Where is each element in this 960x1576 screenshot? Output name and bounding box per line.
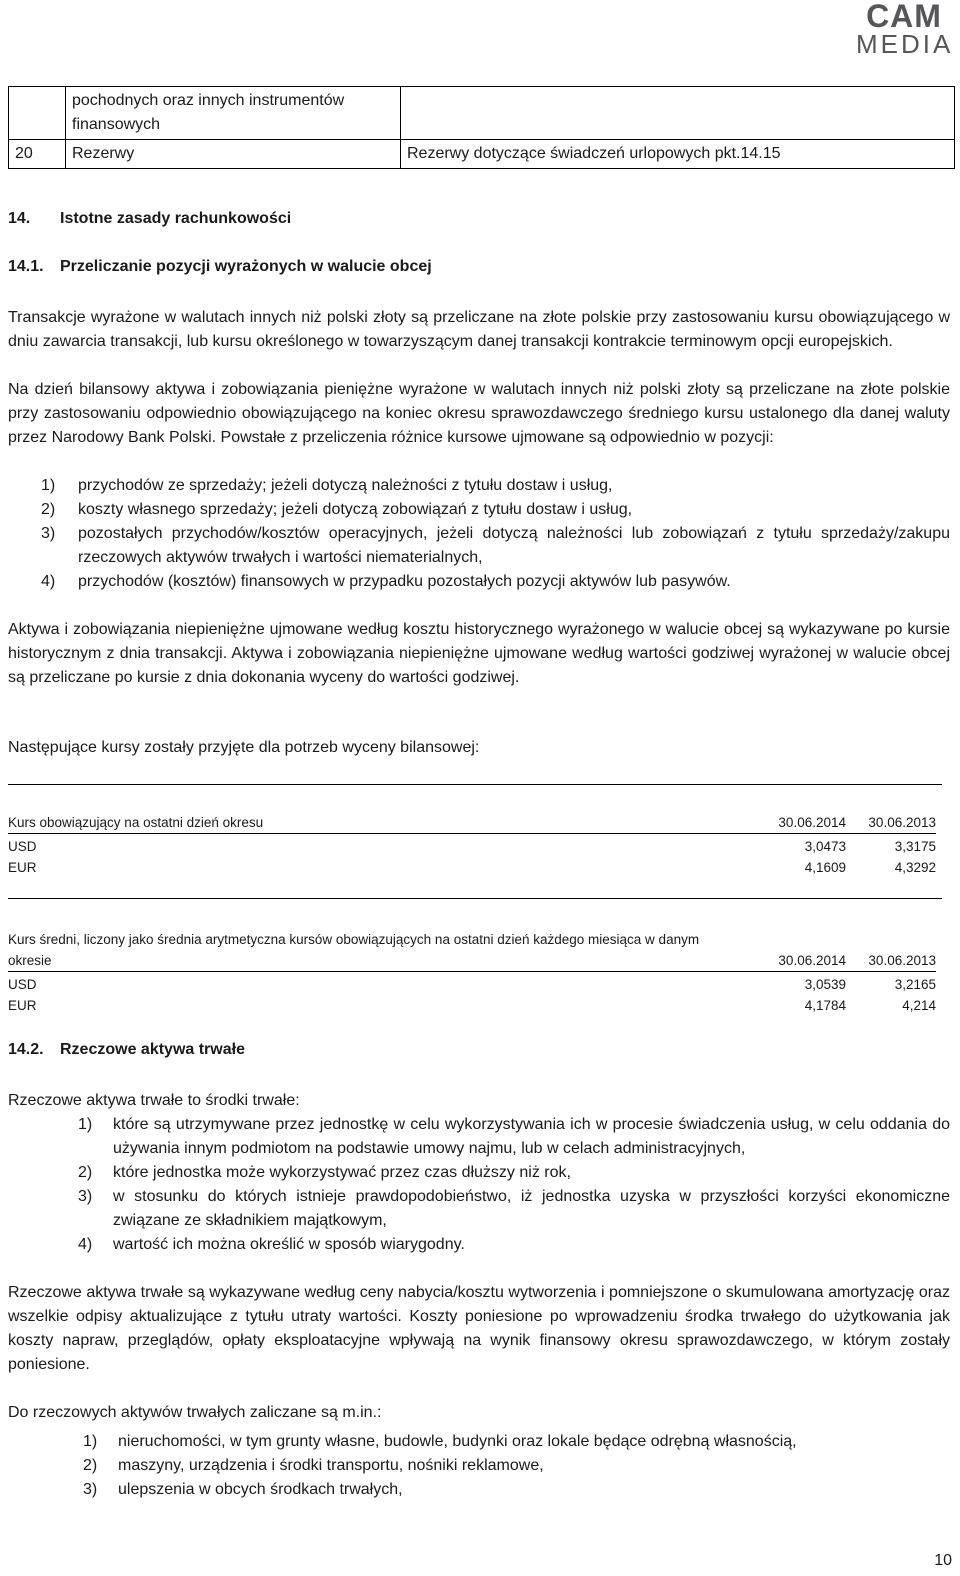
section-14-1-heading [8,258,432,276]
list-text: koszty własnego sprzedaży; jeżeli dotyczą zobowiązań z tytułu dostaw i usług, [78,501,633,518]
logo-line2: MEDIA [856,29,954,59]
list-marker: 1) [83,1433,98,1450]
paragraph-transactions: Transakcje wyrażone w walutach innych niż polski złoty są przeliczane na złote polskie przy zastosowaniu kursu obowiązującego w dniu zawarcia transakcji, lub kursu określonego w towarzyszącym danej transakcji kontrakcie terminowym opcji europejskich. [8,309,950,350]
rates-header-text: okresie [8,953,52,968]
table-row [8,857,936,878]
row-number: 20 [9,140,66,169]
list-marker: 4) [41,573,56,590]
notes-reference-table [8,86,955,169]
list-marker: 3) [83,1481,98,1498]
currency-code: USD [8,839,37,854]
table-row [8,836,936,857]
divider [8,784,942,785]
divider [8,898,942,899]
list-marker: 3) [41,525,56,542]
rate-2013: 4,3292 [894,860,936,875]
rate-2013: 4,214 [902,998,936,1013]
list-text: maszyny, urządzenia i środki transportu, nośniki reklamowe, [118,1457,544,1474]
row-description: Rezerwy dotyczące świadczeń urlopowych pkt.14.15 [401,140,955,169]
list-item [8,522,950,570]
currency-code: EUR [8,998,37,1013]
section-title: Przeliczanie pozycji wyrażonych w walucie obcej [60,258,432,275]
list-item [8,1233,950,1257]
list-item [8,474,950,498]
list-text: w stosunku do których istnieje prawdopodobieństwo, iż jednostka uzyska w przyszłości korzyści ekonomiczne związane ze składnikiem majątkowym, [113,1188,950,1229]
rates-col-2013: 30.06.2013 [868,815,936,830]
list-item [8,1478,950,1502]
list-item [8,570,950,594]
table-row [9,87,955,140]
list-marker: 1) [78,1116,93,1133]
fixed-assets-types-list [8,1430,950,1502]
list-text: pozostałych przychodów/kosztów operacyjnych, jeżeli dotyczą należności lub zobowiązań z tytułu sprzedaży/zakupu rzeczowych aktywów trwałych i wartości niematerialnych, [78,525,950,566]
exchange-differences-list [8,474,950,594]
paragraph-non-monetary: Aktywa i zobowiązania niepieniężne ujmowane według kosztu historycznego wyrażonego w walucie obcej są wykazywane po kursie historycznym z dnia transakcji. Aktywa i zobowiązania niepieniężne ujmowane według wartości godziwej wyrażonej w walucie obcej są przeliczane po kursie z dnia dokonania wyceny do wartości godziwej. [8,621,950,686]
rates-table-average [8,929,936,1016]
currency-code: EUR [8,860,37,875]
section-number: 14.1. [8,258,44,275]
list-item [8,1430,950,1454]
list-marker: 1) [41,477,56,494]
list-text: nieruchomości, w tym grunty własne, budowle, budynki oraz lokale będące odrębną własnością, [118,1433,797,1450]
list-item [8,1454,950,1478]
rates-col-2013: 30.06.2013 [868,953,936,968]
list-marker: 2) [78,1164,93,1181]
rates-header-row [8,950,936,971]
rates-header-row [8,812,936,833]
rates-header-text: Kurs średni, liczony jako średnia arytmetyczna kursów obowiązujących na ostatni dzień każdego miesiąca w danym [8,932,700,947]
paragraph-rates-intro: Następujące kursy zostały przyjęte dla potrzeb wyceny bilansowej: [8,739,480,756]
rate-2014: 3,0539 [804,977,846,992]
section-title: Rzeczowe aktywa trwałe [60,1041,245,1058]
list-marker: 4) [78,1236,93,1253]
logo-line1: CAM [866,0,942,34]
paragraph-fixed-assets-valuation: Rzeczowe aktywa trwałe są wykazywane według ceny nabycia/kosztu wytworzenia i pomniejszone o skumulowana amortyzację oraz wszelkie odpisy aktualizujące z tytułu utraty wartości. Koszty poniesione po wprowadzeniu środka trwałego do użytkowania jak koszty napraw, przeglądów, opłaty eksploatacyjne wpływają na wynik finansowy okresu sprawozdawczego, w którym zostały poniesione. [8,1284,950,1373]
rates-col-2014: 30.06.2014 [778,953,846,968]
rate-2014: 4,1609 [804,860,846,875]
section-14-2-heading [8,1041,245,1059]
rate-2013: 3,3175 [894,839,936,854]
page-number: 10 [934,1552,952,1569]
list-text: wartość ich można określić w sposób wiarygodny. [113,1236,465,1253]
list-marker: 2) [41,501,56,518]
table-row [8,995,936,1016]
section-number: 14.2. [8,1041,44,1058]
table-row [8,974,936,995]
row-number [9,87,66,140]
section-title: Istotne zasady rachunkowości [60,210,292,227]
header-underline [8,833,936,834]
list-item [8,1185,950,1233]
table-row [9,140,955,169]
rates-header: Kurs obowiązujący na ostatni dzień okresu [8,812,276,834]
row-name: Rezerwy [66,140,401,169]
list-item [8,1113,950,1161]
fixed-assets-criteria-list [8,1113,950,1257]
paragraph-fixed-assets-includes: Do rzeczowych aktywów trwałych zaliczane są m.in.: [8,1404,382,1421]
row-description [401,87,955,140]
list-marker: 3) [78,1188,93,1205]
company-logo [856,0,952,58]
rate-2013: 3,2165 [894,977,936,992]
currency-code: USD [8,977,37,992]
list-text: przychodów (kosztów) finansowych w przypadku pozostałych pozycji aktywów lub pasywów. [78,573,731,590]
list-text: ulepszenia w obcych środkach trwałych, [118,1481,403,1498]
section-number: 14. [8,210,31,227]
list-item [8,1161,950,1185]
paragraph-balance-day: Na dzień bilansowy aktywa i zobowiązania pieniężne wyrażone w walutach innych niż polski złoty są przeliczane na złote polskie przy zastosowaniu odpowiednio obowiązującego na koniec okresu sprawozdawczego średniego kursu ustalonego dla danej waluty przez Narodowy Bank Polski. Powstałe z przeliczenia różnice kursowe ujmowane są odpowiednio w pozycji: [8,381,950,446]
row-name: pochodnych oraz innych instrumentów finansowych [66,87,401,140]
list-text: przychodów ze sprzedaży; jeżeli dotyczą należności z tytułu dostaw i usług, [78,477,613,494]
header-underline [8,971,936,972]
rates-header-line1 [8,929,936,950]
rates-table-closing [8,812,936,878]
rate-2014: 4,1784 [804,998,846,1013]
list-text: które są utrzymywane przez jednostkę w celu wykorzystywania ich w procesie świadczenia usług, w celu oddania do używania innym podmiotom na podstawie umowy najmu, lub w celach administracyjnych, [113,1116,950,1157]
list-text: które jednostka może wykorzystywać przez czas dłuższy niż rok, [113,1164,571,1181]
list-marker: 2) [83,1457,98,1474]
rate-2014: 3,0473 [804,839,846,854]
paragraph-fixed-assets-def: Rzeczowe aktywa trwałe to środki trwałe: [8,1092,300,1109]
rates-col-2014: 30.06.2014 [778,815,846,830]
list-item [8,498,950,522]
section-14-heading [8,210,291,228]
